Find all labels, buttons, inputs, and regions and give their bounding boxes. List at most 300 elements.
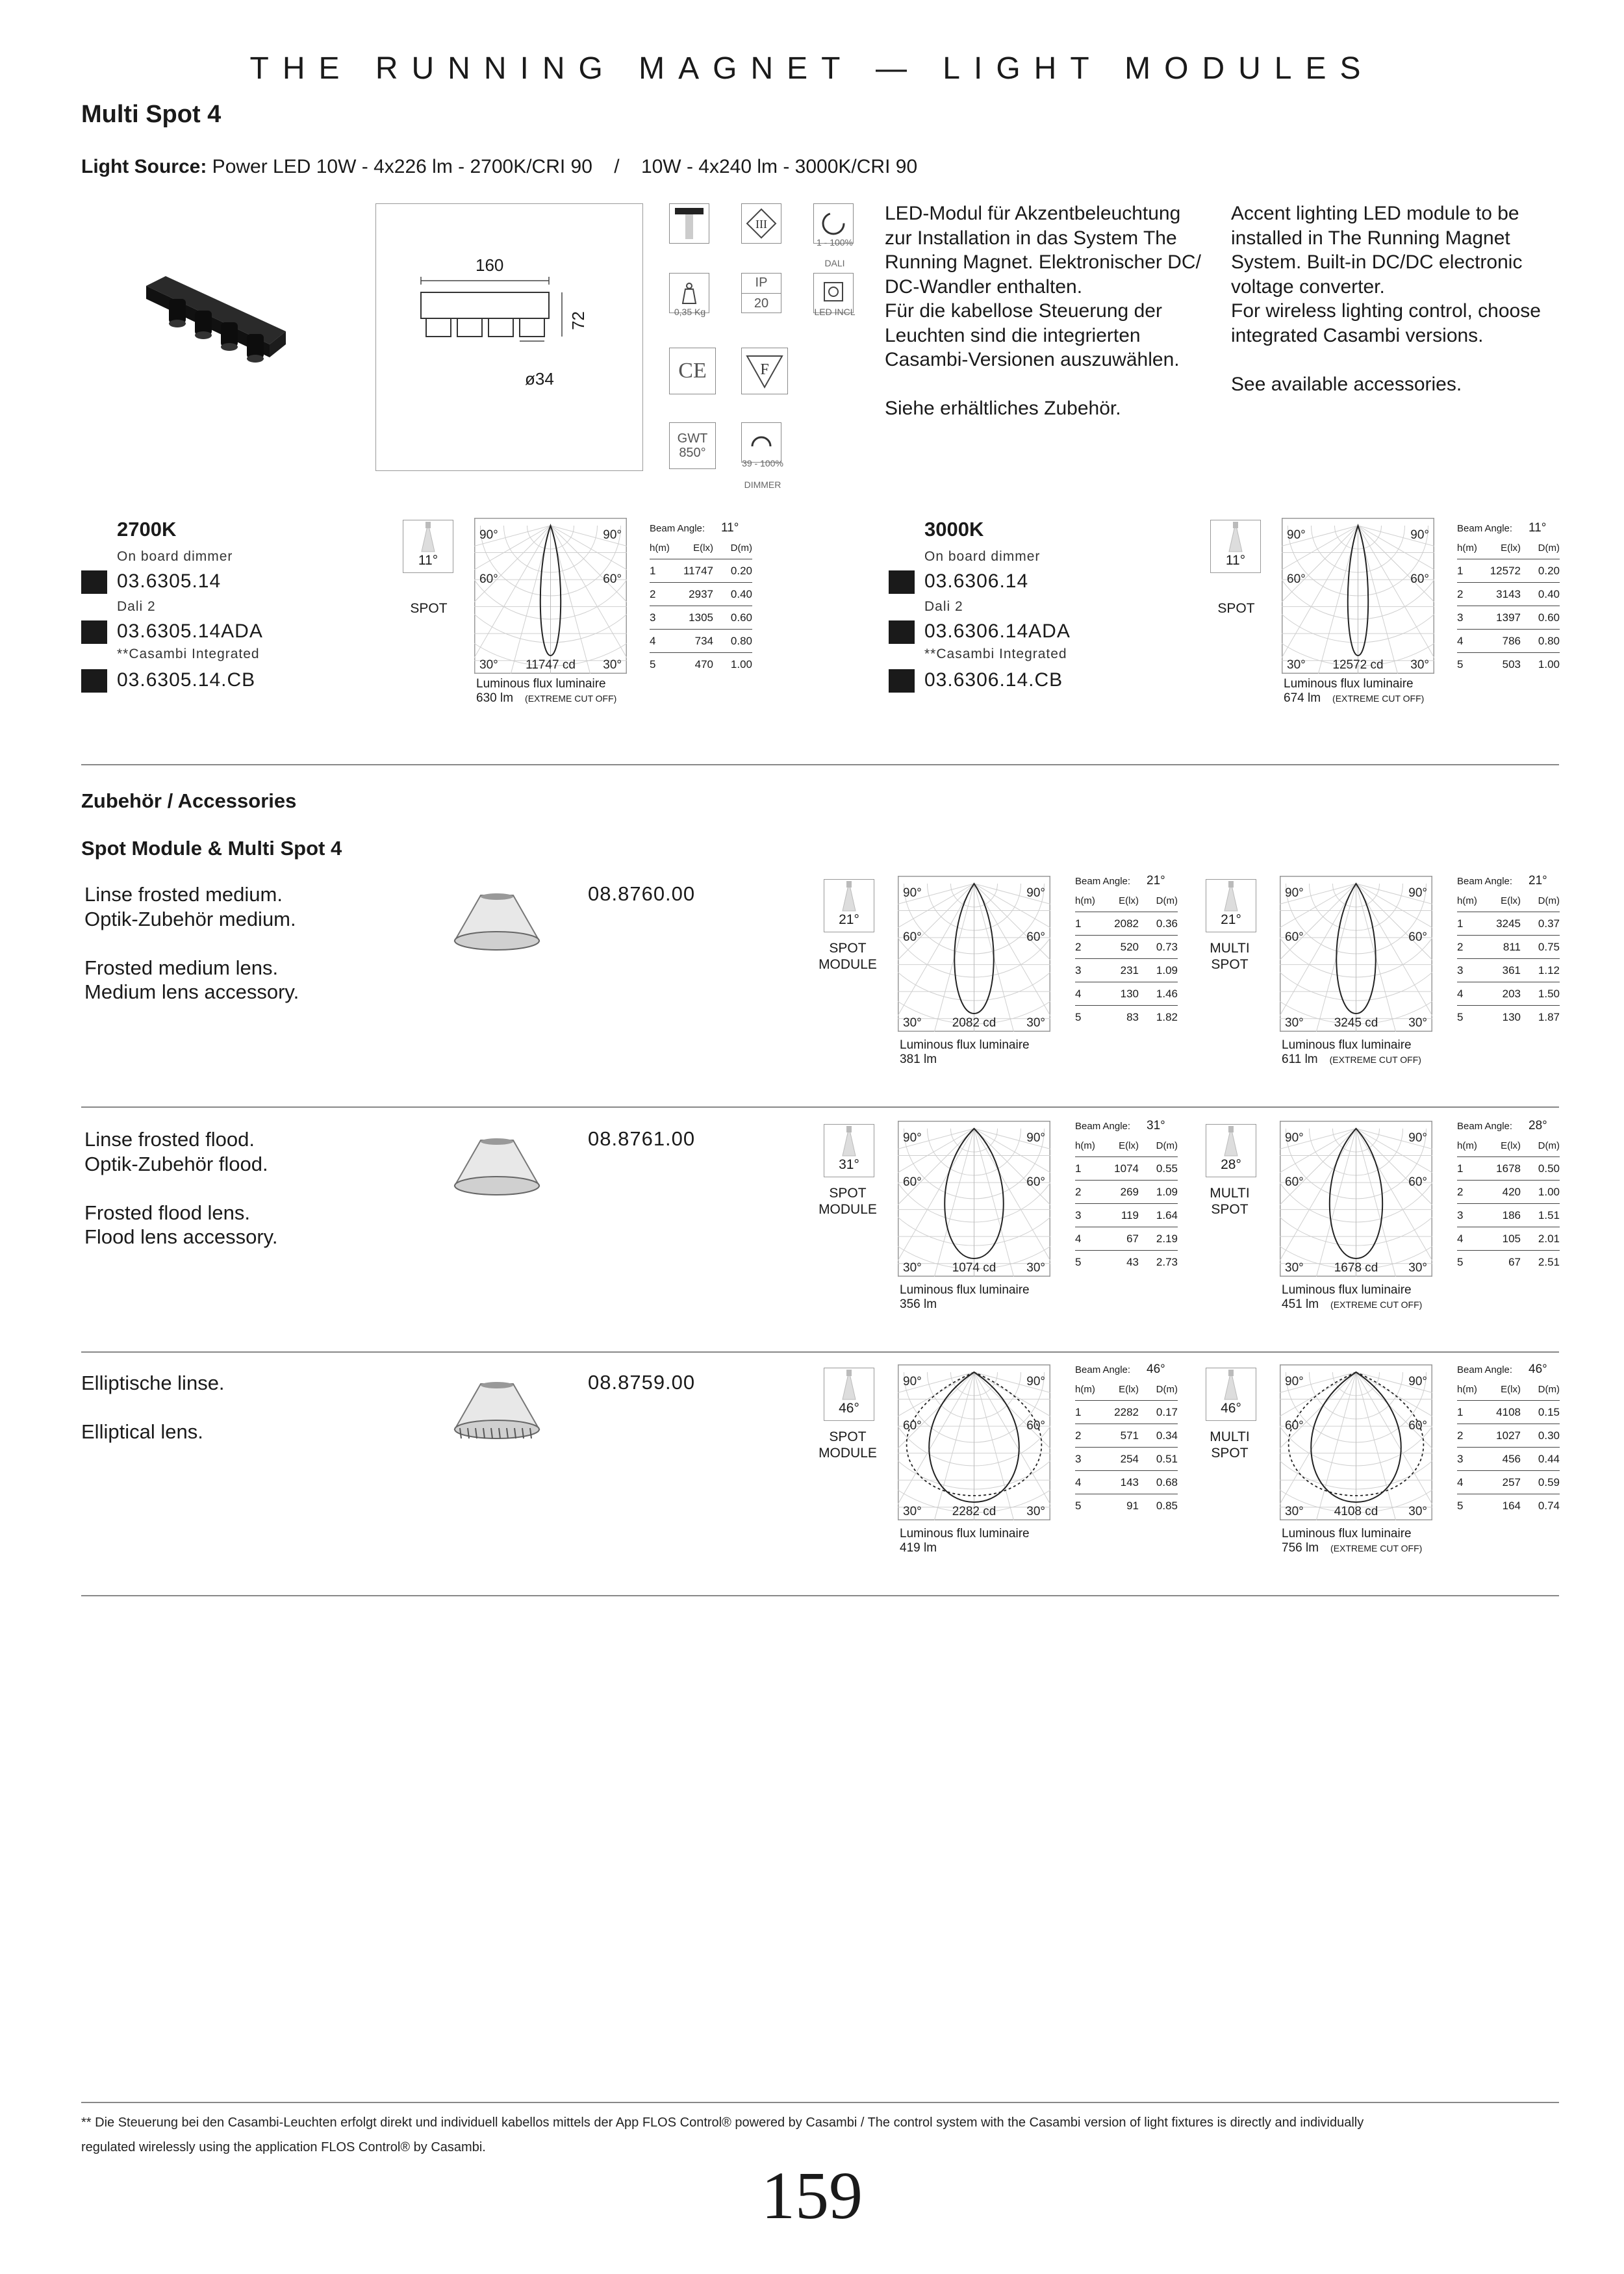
color-swatch — [889, 620, 915, 644]
polar-label-a90l: 90° — [479, 528, 498, 542]
description-line: Leuchten sind die integrierten — [885, 324, 1141, 346]
flux-note: (EXTREME CUT OFF) — [1329, 1054, 1421, 1065]
table-header-2: D(m) — [1156, 1140, 1178, 1151]
table-cell: 0.34 — [1156, 1429, 1178, 1442]
table-row — [1457, 959, 1560, 982]
flux-note: (EXTREME CUT OFF) — [525, 693, 617, 704]
table-cell: 1.12 — [1538, 964, 1560, 977]
description-line: System. Built-in DC/DC electronic — [1231, 251, 1523, 273]
product-name: Multi Spot 4 — [81, 101, 222, 128]
table-cell: 1.64 — [1156, 1208, 1178, 1221]
table-row — [1457, 1006, 1560, 1028]
polar-label-a30l: 30° — [903, 1261, 922, 1275]
beam-angle-icon — [824, 1368, 874, 1421]
table-cell: 1 — [1075, 1405, 1082, 1418]
table-row — [1457, 1251, 1560, 1273]
beam-type: SPOT — [829, 1186, 867, 1201]
table-cell: 2.73 — [1156, 1255, 1178, 1268]
table-cell: 4 — [1075, 1476, 1082, 1488]
table-row — [1457, 936, 1560, 959]
table-cell: 2 — [650, 587, 656, 600]
table-cell: 3 — [1457, 1452, 1464, 1465]
table-cell: 4 — [1457, 987, 1464, 1000]
article-code: 03.6306.14ADA — [924, 620, 1071, 642]
luminous-flux — [900, 1038, 1030, 1067]
table-cell: 2.01 — [1538, 1232, 1560, 1245]
beam-type: SPOT — [410, 601, 448, 616]
table-cell: 1.00 — [1538, 658, 1560, 671]
table-cell: 4 — [1075, 987, 1082, 1000]
table-cell: 12572 — [1490, 564, 1521, 577]
table-cell: 571 — [1120, 1429, 1139, 1442]
polar-label-a90r: 90° — [1408, 886, 1427, 900]
photometric-table — [1457, 520, 1560, 676]
beam-angle-icon — [1206, 1368, 1256, 1421]
beam-type: SPOT — [829, 1429, 867, 1444]
polar-label-a30r: 30° — [1026, 1505, 1045, 1518]
beam-type-2: MODULE — [818, 1202, 877, 1217]
table-cell: 0.15 — [1538, 1405, 1560, 1418]
beam-angle-value: 46° — [1529, 1362, 1547, 1376]
table-header-1: E(lx) — [1501, 895, 1521, 906]
table-header-row — [1075, 889, 1178, 912]
polar-label-a30r: 30° — [1408, 1505, 1427, 1518]
dimmer-range-label: 1 - 100% — [816, 237, 854, 248]
dali-label: Dali 2 — [924, 599, 963, 614]
gwt-value: 850° — [679, 446, 706, 460]
accessory-de-line: Optik-Zubehör medium. — [84, 907, 296, 930]
table-row — [1075, 1401, 1178, 1424]
table-cell: 1 — [650, 564, 656, 577]
table-header-row — [1457, 889, 1560, 912]
table-cell: 67 — [1126, 1232, 1139, 1245]
table-cell: 1.82 — [1156, 1010, 1178, 1023]
table-cell: 456 — [1502, 1452, 1521, 1465]
table-cell: 0.51 — [1156, 1452, 1178, 1465]
article-code: 03.6306.14 — [924, 570, 1029, 592]
polar-label-a30l: 30° — [1285, 1261, 1304, 1275]
luminous-flux — [1282, 1283, 1422, 1312]
table-header-2: D(m) — [1156, 895, 1178, 906]
table-header-row — [650, 537, 752, 559]
beam-angle-row — [1075, 873, 1178, 889]
beam-angle-value: 21° — [1147, 874, 1165, 888]
table-cell: 3 — [1075, 1452, 1082, 1465]
table-cell: 811 — [1503, 940, 1521, 953]
polar-label-a60l: 60° — [903, 1175, 922, 1189]
table-row — [1075, 959, 1178, 982]
polar-label-a90l: 90° — [1285, 886, 1304, 900]
beam-angle-value: 11° — [1529, 521, 1547, 535]
beam-angle-row — [1075, 1118, 1178, 1134]
accessory-description — [81, 1371, 225, 1444]
table-cell: 361 — [1502, 964, 1521, 977]
luminous-flux — [900, 1527, 1030, 1555]
spacer — [84, 1176, 278, 1201]
beam-angle-label: Beam Angle: — [1457, 1120, 1513, 1132]
table-cell: 0.75 — [1538, 940, 1560, 953]
beam-angle-value: 28° — [1529, 1119, 1547, 1132]
beam-type: MULTI — [1210, 1429, 1250, 1444]
beam-angle-icon — [824, 1124, 874, 1177]
table-row — [1457, 1471, 1560, 1494]
polar-label-cd: 1074 cd — [952, 1261, 996, 1275]
table-cell: 0.60 — [1538, 611, 1560, 624]
table-cell: 5 — [1457, 1499, 1464, 1512]
article-code: 03.6306.14.CB — [924, 669, 1063, 691]
flux-value: 611 lm — [1282, 1053, 1318, 1066]
photometric-table — [650, 520, 752, 676]
description-line: Casambi-Versionen auszuwählen. — [885, 349, 1180, 370]
dim-diameter: ø34 — [525, 369, 554, 389]
table-cell: 1.46 — [1156, 987, 1178, 1000]
table-cell: 0.44 — [1538, 1452, 1560, 1465]
on-board-label: On board dimmer — [117, 549, 233, 564]
table-cell: 1678 — [1496, 1162, 1521, 1175]
polar-label-a60r: 60° — [1408, 1175, 1427, 1189]
table-header-row — [1457, 537, 1560, 559]
table-cell: 5 — [1457, 1255, 1464, 1268]
light-source-line — [81, 156, 917, 178]
beam-angle-short: 21° — [839, 912, 859, 927]
flux-label: Luminous flux luminaire — [1282, 1527, 1412, 1540]
table-header-2: D(m) — [1538, 1383, 1560, 1395]
table-cell: 91 — [1126, 1499, 1139, 1512]
polar-label-a30l: 30° — [479, 658, 498, 672]
polar-label-a60r: 60° — [1408, 1419, 1427, 1433]
accessory-en-line: Flood lens accessory. — [84, 1225, 278, 1248]
table-cell: 5 — [650, 658, 656, 671]
beam-type-2: SPOT — [1211, 957, 1249, 972]
polar-label-cd: 11747 cd — [526, 658, 576, 672]
beam-angle-short: 11° — [418, 553, 438, 568]
table-cell: 503 — [1502, 658, 1521, 671]
color-swatch — [81, 620, 107, 644]
table-header-0: h(m) — [1457, 895, 1477, 906]
light-source-value: Power LED 10W - 4x226 lm - 2700K/CRI 90 / 10W - 4x240 lm - 3000K/CRI 90 — [207, 156, 918, 177]
description-line: Für die kabellose Steuerung der — [885, 300, 1162, 322]
table-cell: 164 — [1502, 1499, 1521, 1512]
table-cell: 4 — [1457, 634, 1464, 647]
color-swatch — [889, 669, 915, 693]
table-cell: 1305 — [689, 611, 713, 624]
description-line — [1231, 348, 1541, 372]
flux-value: 756 lm — [1282, 1541, 1319, 1555]
table-cell: 130 — [1120, 987, 1139, 1000]
flux-value-line — [1282, 1053, 1421, 1067]
polar-label-a90l: 90° — [1285, 1131, 1304, 1145]
accessory-en-line: Medium lens accessory. — [84, 980, 299, 1003]
table-cell: 0.37 — [1538, 917, 1560, 930]
table-cell: 786 — [1502, 634, 1521, 647]
flux-value-line — [1282, 1541, 1422, 1555]
polar-label-a90l: 90° — [1287, 528, 1306, 542]
beam-angle-label: Beam Angle: — [1075, 1364, 1131, 1375]
table-row — [1457, 1401, 1560, 1424]
table-row — [1075, 1227, 1178, 1251]
flux-label: Luminous flux luminaire — [900, 1527, 1030, 1540]
beam-angle-icon — [403, 520, 453, 573]
accessory-description — [84, 882, 299, 1004]
polar-label-a60r: 60° — [1026, 1419, 1045, 1433]
table-cell: 4 — [650, 634, 656, 647]
description-line: Running Magnet. Elektronischer DC/ — [885, 251, 1201, 273]
flux-value-line — [476, 691, 616, 706]
beam-angle-label: Beam Angle: — [1075, 1120, 1131, 1132]
table-row — [1075, 1448, 1178, 1471]
photometric-table — [1457, 1361, 1560, 1517]
table-cell: 0.50 — [1538, 1162, 1560, 1175]
table-header-2: D(m) — [730, 542, 752, 554]
accessory-description — [84, 1127, 278, 1249]
lens-photo — [448, 1377, 546, 1449]
dimmer-range2-label: 39 - 100% — [742, 458, 783, 468]
table-cell: 2.51 — [1538, 1255, 1560, 1268]
polar-label-a90r: 90° — [603, 528, 622, 542]
description-line: DC-Wandler enthalten. — [885, 275, 1083, 298]
polar-label-a60r: 60° — [1408, 930, 1427, 944]
polar-label-a30r: 30° — [1026, 1261, 1045, 1275]
footnote-line-1: ** Die Steuerung bei den Casambi-Leuchten erfolgt direkt und individuell kabellos mittels der App FLOS Control® powered by Casambi / The control system with the Casambi version of light fixtures is directly and individually — [81, 2115, 1364, 2130]
table-cell: 231 — [1120, 964, 1139, 977]
table-cell: 1.50 — [1538, 987, 1560, 1000]
photometric-table — [1075, 1361, 1178, 1517]
color-swatch — [81, 570, 107, 594]
description-line — [885, 372, 1201, 397]
table-cell: 2 — [1457, 940, 1464, 953]
table-cell: 0.80 — [730, 634, 752, 647]
f-mark-icon — [741, 348, 788, 394]
table-row — [650, 653, 752, 676]
table-cell: 1.51 — [1538, 1208, 1560, 1221]
polar-label-a30r: 30° — [603, 658, 622, 672]
accessory-code: 08.8760.00 — [588, 882, 696, 905]
table-cell: 143 — [1120, 1476, 1139, 1488]
table-row — [1075, 1494, 1178, 1517]
dimension-drawing — [416, 273, 598, 396]
table-cell: 1 — [1075, 1162, 1082, 1175]
table-header-0: h(m) — [1075, 895, 1095, 906]
table-cell: 1.00 — [730, 658, 752, 671]
article-code: 03.6305.14.CB — [117, 669, 256, 691]
table-row — [1457, 1424, 1560, 1448]
table-row — [1075, 1181, 1178, 1204]
flux-value: 419 lm — [900, 1541, 937, 1555]
polar-label-a90l: 90° — [903, 886, 922, 900]
description-line: integrated Casambi versions. — [1231, 324, 1484, 346]
flux-label: Luminous flux luminaire — [1282, 1283, 1412, 1297]
table-cell: 0.40 — [730, 587, 752, 600]
luminous-flux — [1284, 677, 1424, 706]
beam-angle-short: 21° — [1221, 912, 1241, 927]
description-line: voltage converter. — [1231, 275, 1385, 298]
dim-height: 72 — [568, 311, 588, 330]
table-header-2: D(m) — [1538, 1140, 1560, 1151]
accessory-code: 08.8761.00 — [588, 1127, 696, 1150]
beam-type-2: SPOT — [1211, 1202, 1249, 1217]
product-photo — [140, 266, 296, 390]
table-header-0: h(m) — [1075, 1140, 1095, 1151]
polar-label-cd: 1678 cd — [1334, 1261, 1378, 1275]
table-row — [650, 606, 752, 630]
polar-diagram — [898, 1364, 1050, 1520]
table-cell: 1.87 — [1538, 1010, 1560, 1023]
flux-value-line — [900, 1053, 1030, 1067]
polar-label-a60r: 60° — [1410, 572, 1429, 586]
table-cell: 1.00 — [1538, 1185, 1560, 1198]
table-cell: 0.55 — [1156, 1162, 1178, 1175]
dimmer-label: DIMMER — [744, 479, 781, 490]
flux-label: Luminous flux luminaire — [1284, 677, 1414, 691]
table-cell: 3 — [1075, 1208, 1082, 1221]
photometric-table — [1075, 1118, 1178, 1273]
polar-diagram — [898, 1121, 1050, 1277]
table-cell: 2282 — [1114, 1405, 1139, 1418]
table-cell: 203 — [1502, 987, 1521, 1000]
table-header-1: E(lx) — [1119, 895, 1139, 906]
table-cell: 257 — [1502, 1476, 1521, 1488]
section-divider — [81, 1106, 1559, 1108]
flux-label: Luminous flux luminaire — [1282, 1038, 1412, 1052]
table-cell: 0.20 — [1538, 564, 1560, 577]
table-cell: 5 — [1075, 1255, 1082, 1268]
dali-label: Dali 2 — [117, 599, 156, 614]
beam-angle-short: 46° — [1221, 1401, 1241, 1416]
table-header-row — [1457, 1134, 1560, 1157]
polar-label-a90l: 90° — [1285, 1375, 1304, 1388]
polar-label-a90r: 90° — [1408, 1131, 1427, 1145]
beam-angle-row — [1457, 873, 1560, 889]
f-mark-text: F — [760, 361, 769, 378]
beam-type-2: SPOT — [1211, 1446, 1249, 1461]
description-line: Siehe erhältliches Zubehör. — [885, 398, 1121, 419]
table-cell: 0.30 — [1538, 1429, 1560, 1442]
casambi-label: **Casambi Integrated — [117, 646, 260, 661]
polar-label-cd: 4108 cd — [1334, 1505, 1378, 1518]
polar-diagram — [474, 518, 627, 674]
table-header-2: D(m) — [1538, 895, 1560, 906]
table-cell: 3 — [1457, 1208, 1464, 1221]
table-cell: 186 — [1502, 1208, 1521, 1221]
table-row — [1457, 606, 1560, 630]
table-cell: 3 — [1457, 964, 1464, 977]
table-cell: 2 — [1075, 1429, 1082, 1442]
table-row — [1075, 1424, 1178, 1448]
table-cell: 1.09 — [1156, 1185, 1178, 1198]
table-row — [1075, 1471, 1178, 1494]
light-source-label: Light Source: — [81, 156, 207, 177]
table-cell: 4 — [1075, 1232, 1082, 1245]
polar-label-cd: 2082 cd — [952, 1016, 996, 1030]
table-header-1: E(lx) — [693, 542, 713, 554]
flux-label: Luminous flux luminaire — [900, 1283, 1030, 1297]
description-en — [1231, 201, 1541, 396]
flux-label: Luminous flux luminaire — [476, 677, 606, 691]
table-row — [1075, 1157, 1178, 1181]
flux-value: 630 lm — [476, 691, 514, 705]
polar-label-a30r: 30° — [1410, 658, 1429, 672]
polar-label-a90r: 90° — [1408, 1375, 1427, 1388]
polar-label-cd: 3245 cd — [1334, 1016, 1378, 1030]
color-swatch — [889, 570, 915, 594]
table-row — [1457, 653, 1560, 676]
polar-label-a60l: 60° — [903, 930, 922, 944]
table-row — [1457, 982, 1560, 1006]
table-cell: 420 — [1502, 1185, 1521, 1198]
beam-angle-value: 11° — [721, 521, 739, 535]
polar-label-a90r: 90° — [1026, 1131, 1045, 1145]
flux-value: 381 lm — [900, 1053, 937, 1066]
polar-label-a30l: 30° — [1285, 1505, 1304, 1518]
table-cell: 2082 — [1114, 917, 1139, 930]
table-row — [1457, 1181, 1560, 1204]
led-incl-label: LED INCL — [814, 307, 856, 317]
table-header-2: D(m) — [1538, 542, 1560, 554]
table-cell: 43 — [1126, 1255, 1139, 1268]
table-cell: 0.80 — [1538, 634, 1560, 647]
description-line: See available accessories. — [1231, 373, 1462, 395]
table-cell: 0.17 — [1156, 1405, 1178, 1418]
gwt-icon — [669, 422, 716, 469]
ip-label: IP — [755, 275, 768, 290]
flux-note: (EXTREME CUT OFF) — [1332, 693, 1425, 704]
flux-value-line — [900, 1297, 1030, 1312]
table-cell: 520 — [1120, 940, 1139, 953]
table-row — [1075, 1006, 1178, 1028]
table-row — [1075, 912, 1178, 936]
table-row — [650, 630, 752, 653]
table-row — [1457, 1157, 1560, 1181]
table-cell: 0.40 — [1538, 587, 1560, 600]
photometric-table — [1457, 1118, 1560, 1273]
beam-type: SPOT — [1217, 601, 1255, 616]
section-divider — [81, 764, 1559, 765]
luminous-flux — [1282, 1527, 1422, 1555]
section-divider — [81, 1351, 1559, 1353]
table-row — [1457, 630, 1560, 653]
beam-angle-value: 31° — [1147, 1119, 1165, 1132]
accessory-en-line: Frosted flood lens. — [84, 1201, 251, 1224]
footnote — [81, 2110, 1543, 2160]
multi-spot-illustration — [146, 276, 286, 363]
luminous-flux — [900, 1283, 1030, 1312]
beam-angle-icon — [1206, 1124, 1256, 1177]
table-row — [1457, 583, 1560, 606]
beam-angle-icon — [1210, 520, 1261, 573]
table-cell: 1.09 — [1156, 964, 1178, 977]
polar-label-a60l: 60° — [1287, 572, 1306, 586]
polar-label-a90r: 90° — [1026, 1375, 1045, 1388]
table-row — [1457, 559, 1560, 583]
table-header-2: D(m) — [1156, 1383, 1178, 1395]
table-cell: 3143 — [1496, 587, 1521, 600]
polar-label-a60l: 60° — [1285, 930, 1304, 944]
table-cell: 0.68 — [1156, 1476, 1178, 1488]
section-divider — [81, 1595, 1559, 1596]
dali-label: DALI — [824, 258, 845, 268]
table-cell: 83 — [1126, 1010, 1139, 1023]
lens-photo — [448, 1134, 546, 1205]
ip-value: 20 — [742, 293, 781, 311]
beam-angle-value: 21° — [1529, 874, 1547, 888]
polar-label-a60l: 60° — [1285, 1419, 1304, 1433]
table-cell: 734 — [694, 634, 713, 647]
table-cell: 5 — [1457, 658, 1464, 671]
table-cell: 1397 — [1496, 611, 1521, 624]
footnote-line-2: regulated wirelessly using the application FLOS Control® by Casambi. — [81, 2140, 486, 2154]
description-line: Accent lighting LED module to be — [1231, 203, 1519, 224]
table-cell: 0.73 — [1156, 940, 1178, 953]
